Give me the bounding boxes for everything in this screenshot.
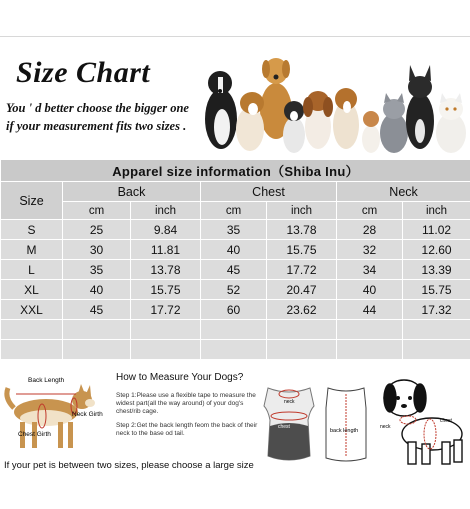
value-cell: 34 [337, 260, 403, 280]
chest-group-header: Chest [201, 182, 337, 202]
size-cell: L [1, 260, 63, 280]
value-cell: 40 [201, 240, 267, 260]
dog-measure-diagram-right [378, 368, 470, 472]
table-title: Apparel size information（Shiba Inu） [1, 160, 470, 182]
dog-small-pup-icon [283, 101, 305, 153]
unit-header: inch [267, 202, 337, 220]
value-cell: 15.75 [131, 280, 201, 300]
neck-girth-label: Neck Girth [72, 411, 103, 418]
chest-girth-label: Chest Girth [18, 431, 51, 438]
dog-cavalier-icon [303, 91, 333, 149]
dog-beagle-icon [236, 92, 264, 151]
shirt-back-diagram [320, 380, 372, 466]
unit-header: cm [201, 202, 267, 220]
value-cell: 45 [201, 260, 267, 280]
size-table-container [0, 159, 470, 361]
page-title: Size Chart [16, 56, 151, 89]
unit-header: cm [63, 202, 131, 220]
dog-chest-label: chest [440, 418, 452, 424]
cat-white-icon [436, 93, 466, 153]
value-cell: 17.72 [267, 260, 337, 280]
subtitle-line-2: if your measurement fits two sizes . [6, 119, 187, 133]
dog-neck-label: neck [380, 424, 391, 430]
step-1-text: Step 1:Please use a flexible tape to measure the widest part(all the way around) of your dog's chest/rib cage. [116, 392, 256, 415]
value-cell: 45 [63, 300, 131, 320]
value-cell: 35 [201, 220, 267, 240]
value-cell: 25 [63, 220, 131, 240]
value-cell: 17.32 [403, 300, 470, 320]
size-cell: XL [1, 280, 63, 300]
table-row [1, 260, 470, 280]
shirt-chest-label: chest [278, 424, 290, 430]
value-cell: 12.60 [403, 240, 470, 260]
value-cell: 40 [337, 280, 403, 300]
unit-header: inch [403, 202, 470, 220]
value-cell: 11.81 [131, 240, 201, 260]
dog-french-bulldog-icon [406, 65, 434, 149]
unit-header: inch [131, 202, 201, 220]
shirt-neck-label: neck [284, 399, 295, 405]
size-column-header: Size [1, 182, 63, 220]
value-cell: 13.39 [403, 260, 470, 280]
dog-white-small-icon [362, 111, 380, 153]
value-cell: 52 [201, 280, 267, 300]
value-cell: 13.78 [131, 260, 201, 280]
table-row-empty [1, 340, 470, 360]
dog-measure-diagram-left [2, 368, 110, 460]
value-cell: 20.47 [267, 280, 337, 300]
step-2-text: Step 2:Get the back length feom the back of their neck to the base od tail. [116, 422, 258, 437]
footer-note: If your pet is between two sizes, please choose a large size [4, 460, 254, 471]
value-cell: 17.72 [131, 300, 201, 320]
pets-group-image [196, 49, 470, 155]
value-cell: 15.75 [267, 240, 337, 260]
value-cell: 44 [337, 300, 403, 320]
table-row-empty [1, 320, 470, 340]
back-group-header: Back [63, 182, 201, 202]
table-row [1, 300, 470, 320]
value-cell: 15.75 [403, 280, 470, 300]
table-row [1, 220, 470, 240]
header-banner [0, 36, 470, 154]
cat-grey-icon [380, 93, 408, 153]
neck-group-header: Neck [337, 182, 470, 202]
value-cell: 32 [337, 240, 403, 260]
size-table [0, 159, 470, 360]
size-cell: XXL [1, 300, 63, 320]
table-row [1, 240, 470, 260]
value-cell: 40 [63, 280, 131, 300]
value-cell: 9.84 [131, 220, 201, 240]
shirt-front-diagram [258, 380, 320, 466]
table-row [1, 280, 470, 300]
dog-beagle-2-icon [333, 88, 359, 149]
value-cell: 28 [337, 220, 403, 240]
value-cell: 23.62 [267, 300, 337, 320]
value-cell: 11.02 [403, 220, 470, 240]
value-cell: 60 [201, 300, 267, 320]
subtitle-line-1: You ' d better choose the bigger one [6, 101, 189, 115]
shirt-back-length-label: back length [330, 428, 359, 434]
value-cell: 30 [63, 240, 131, 260]
dog-border-collie-icon [205, 71, 237, 149]
unit-header: cm [337, 202, 403, 220]
back-length-label: Back Length [28, 377, 65, 384]
size-cell: S [1, 220, 63, 240]
size-cell: M [1, 240, 63, 260]
how-to-measure-title: How to Measure Your Dogs? [116, 372, 244, 383]
value-cell: 13.78 [267, 220, 337, 240]
value-cell: 35 [63, 260, 131, 280]
